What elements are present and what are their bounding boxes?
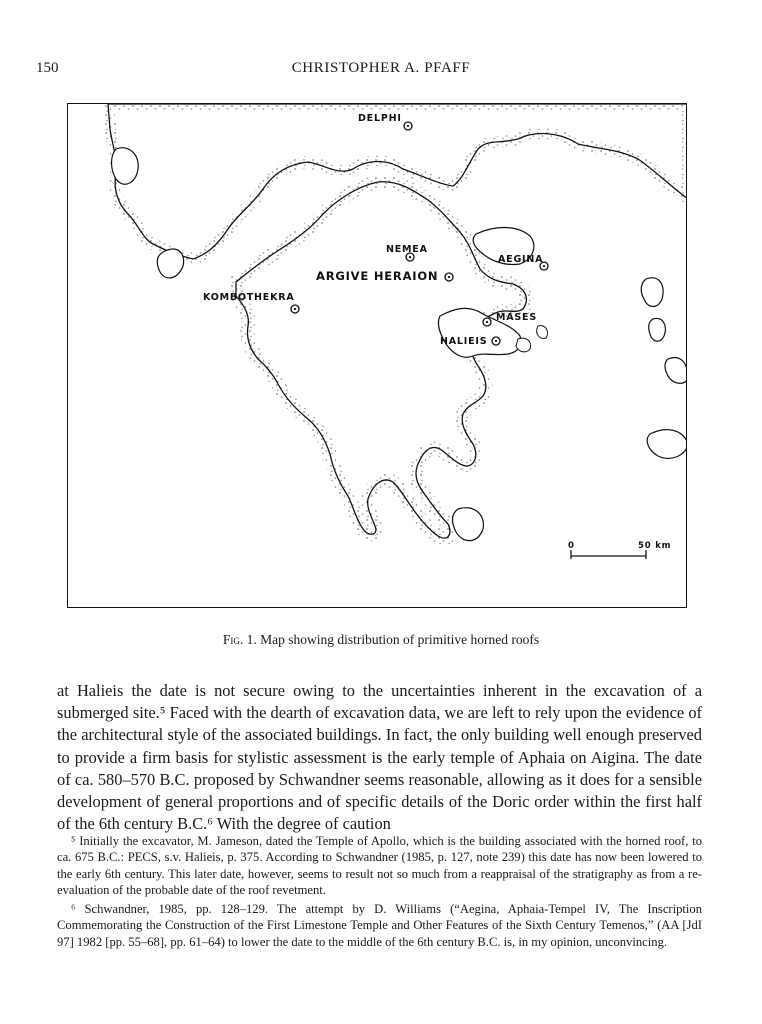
body-text [57, 680, 702, 835]
island-small-2 [537, 326, 548, 339]
body-paragraph: at Halieis the date is not secure owing to the uncertainties inherent in the excavation of a submerged site.⁵ Faced with the dearth of excavation data, we are left to rely upon the evidence of the architectural style of the associated buildings. In fact, the only building well enough preserved to provide a firm basis for stylistic assessment is the early temple of Aphaia on Aigina. The date of ca. 580–570 B.C. proposed by Schwandner seems reasonable, allowing as it does for a sensible development of general proportions and of specific details of the Doric order within the first half of the 6th century B.C.⁶ With the degree of caution [57, 681, 702, 834]
island-small-1 [516, 338, 531, 352]
island-west-2 [157, 249, 183, 278]
label-aegina: AEGINA [498, 254, 544, 265]
scale-zero-label: 0 [568, 541, 575, 551]
island-east-2 [649, 318, 666, 341]
footnote-6: ⁶ Schwandner, 1985, pp. 128–129. The attempt by D. Williams (“Aegina, Aphaia-Tempel IV, The Inscription Commemorating the Construction of the First Limestone Temple and Other Features of the Sixth Century Temenos,” (AA [JdI 97] 1982 [pp. 55–68], pp. 61–64) to lower the date to the middle of the 6th century B.C. is, in my opinion, unconvincing. [57, 902, 702, 949]
scale-max-label: 50 km [638, 541, 672, 551]
site-marker-delphi [404, 122, 412, 130]
site-marker-kombothekra [291, 305, 299, 313]
site-marker-mases [483, 318, 491, 326]
island-east-1 [641, 278, 663, 307]
footnote-5: ⁵ Initially the excavator, M. Jameson, dated the Temple of Apollo, which is the building associated with the horned roof, to ca. 675 B.C.: PECS, s.v. Halieis, p. 375. According to Schwandner (1985, p. 127, note 239) this date has now been lowered to the early 6th century. This later date, however, seems to result not so much from a reappraisal of the stratigraphy as from a re-evaluation of the probable date of the roof revetment. [57, 834, 702, 897]
scale-bar [568, 541, 671, 559]
label-argive-heraion: ARGIVE HERAION [316, 269, 439, 283]
island-east-4 [647, 430, 687, 459]
site-marker-argive-heraion [445, 273, 453, 281]
page-header [36, 60, 726, 80]
map-figure [67, 103, 687, 608]
label-kombothekra: KOMBOTHEKRA [203, 292, 295, 303]
running-head: CHRISTOPHER A. PFAFF [291, 60, 471, 76]
page-number: 150 [36, 60, 59, 76]
label-delphi: DELPHI [358, 113, 402, 124]
label-halieis: HALIEIS [440, 336, 488, 347]
caption-label: Fig. 1. [222, 632, 257, 647]
island-west-1 [112, 148, 139, 185]
figure-caption [36, 632, 726, 648]
label-mases: MASES [496, 312, 537, 323]
map-svg [68, 104, 687, 608]
island-south [452, 508, 483, 541]
caption-text: Map showing distribution of primitive horned roofs [256, 632, 540, 647]
label-nemea: NEMEA [386, 244, 428, 255]
island-east-3 [665, 358, 687, 384]
footnotes [57, 833, 702, 953]
site-marker-halieis [492, 337, 500, 345]
